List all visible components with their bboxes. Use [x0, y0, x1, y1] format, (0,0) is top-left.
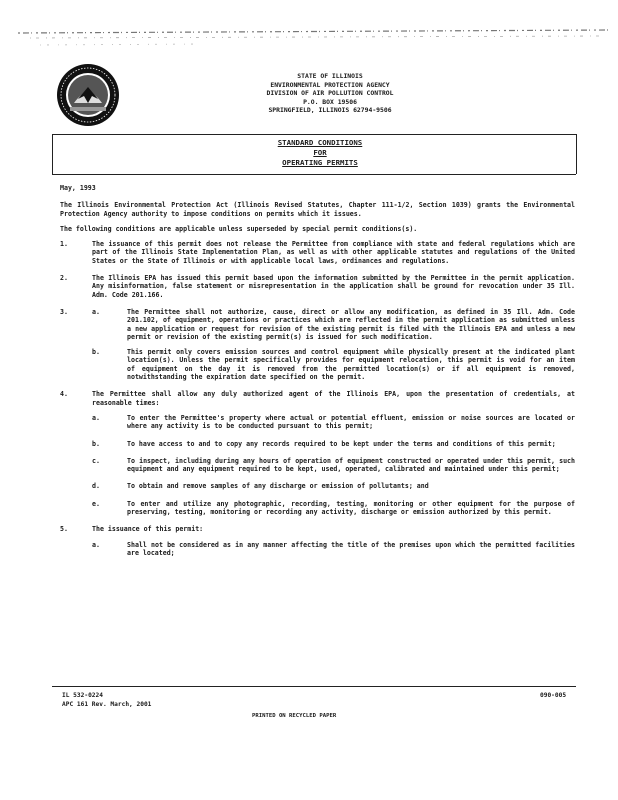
condition-text: To have access to and to copy any records required to be kept under the terms and conditions of this permit;	[127, 439, 556, 448]
title-line-2: FOR	[313, 148, 327, 157]
recycled-paper-note: PRINTED ON RECYCLED PAPER	[252, 713, 337, 719]
condition-number: 5.	[60, 525, 68, 534]
condition-number: 4.	[60, 390, 68, 399]
title-divider	[52, 174, 576, 175]
condition-text: The issuance of this permit does not release the Permittee from compliance with state and federal regulations which are part of the Illinois State Implementation Plan, as well as with other applicable statutes and regulations of the United States or the State of Illinois or with applicable local laws, ordinances and regulations.	[92, 240, 575, 265]
condition-letter: d.	[92, 482, 100, 491]
condition-letter: c.	[92, 456, 100, 465]
title-line-3: OPERATING PERMITS	[282, 158, 358, 167]
condition-4	[60, 390, 575, 407]
agency-header	[225, 72, 435, 115]
condition-text: The Permittee shall allow any duly authorized agent of the Illinois EPA, upon the presentation of credentials, at reasonable times:	[92, 390, 575, 407]
condition-5a	[60, 541, 575, 558]
condition-letter: a.	[92, 540, 100, 549]
condition-number: 3.	[60, 307, 68, 316]
condition-letter: b.	[92, 439, 100, 448]
condition-2	[60, 274, 575, 299]
agency-division: DIVISION OF AIR POLLUTION CONTROL	[266, 89, 394, 98]
condition-letter: e.	[92, 499, 100, 508]
condition-5	[60, 525, 575, 533]
condition-text: The Permittee shall not authorize, cause, direct or allow any modification, as defined in 35 Ill. Adm. Code 201.102, of equipment, operations or practices which are reflected in the permit application as submitted unless a new application or request for revision of the existing permit is filed with the Illinois EPA and unless a new permit or revision of the existing permit(s) is issued for such modification.	[127, 307, 575, 341]
condition-text: The Illinois EPA has issued this permit based upon the information submitted by the Permittee in the permit application. Any misinformation, false statement or misrepresentation in the application shall be ground for revocation under 35 Ill. Adm. Code 201.166.	[92, 274, 575, 299]
intro-paragraph-1: The Illinois Environmental Protection Act (Illinois Revised Statutes, Chapter 111-1/2, Section 1039) grants the Environmental Protection Agency authority to impose conditions on permits which it issues.	[60, 201, 575, 218]
footer-form-info	[62, 691, 151, 709]
document-body	[60, 184, 575, 566]
condition-text: To obtain and remove samples of any discharge or emission of pollutants; and	[127, 482, 429, 491]
agency-city: SPRINGFIELD, ILLINOIS 62794-9506	[268, 106, 392, 115]
condition-4d	[60, 482, 575, 490]
intro-paragraph-2: The following conditions are applicable unless superseded by special permit conditions(s).	[60, 224, 418, 233]
agency-state: STATE OF ILLINOIS	[297, 72, 363, 80]
condition-letter: a.	[92, 413, 100, 422]
condition-4e	[60, 500, 575, 517]
title-box-left	[52, 134, 53, 174]
condition-text: This permit only covers emission sources and control equipment while physically present at the indicated plant location(s). Unless the permit specifically provides for equipment relocation, this permit is void for an item of equipment on the day it is removed from the permitted location(s) or if all equipment is removed, notwithstanding the expiration date specified on the permit.	[127, 348, 575, 382]
condition-number: 1.	[60, 240, 68, 249]
condition-3	[60, 308, 575, 341]
condition-4c	[60, 457, 575, 474]
agency-po-box: P.O. BOX 19506	[303, 97, 357, 106]
illinois-state-seal	[56, 63, 120, 127]
condition-text: To enter the Permittee's property where actual or potential effluent, emission or noise sources are located or where any activity is to be conducted pursuant to this permit;	[127, 413, 575, 431]
agency-name: ENVIRONMENTAL PROTECTION AGENCY	[270, 80, 390, 89]
document-date: May, 1993	[60, 184, 96, 192]
condition-text: To inspect, including during any hours of operation of equipment constructed or operated under this permit, such equipment and any equipment required to be kept, used, operated, calibrated and maintained under this permit;	[127, 456, 575, 474]
title-box-right	[576, 134, 577, 174]
form-revision: APC 161 Rev. March, 2001	[62, 701, 152, 708]
header-divider	[52, 134, 576, 135]
condition-4a	[60, 414, 575, 431]
condition-letter: a.	[92, 307, 100, 316]
condition-number: 2.	[60, 274, 68, 283]
condition-text: To enter and utilize any photographic, recording, testing, monitoring or other equipment for the purpose of preserving, testing, monitoring or recording any activity, discharge or emission authorized by this permit.	[127, 499, 575, 517]
page-code: 090-005	[540, 692, 567, 699]
document-title	[200, 138, 440, 168]
scan-noise	[0, 0, 618, 60]
footer-divider	[52, 686, 576, 687]
condition-4b	[60, 440, 575, 448]
condition-text: Shall not be considered as in any manner affecting the title of the premises upon which the permitted facilities are located;	[127, 540, 575, 557]
condition-text: The issuance of this permit:	[92, 525, 204, 534]
form-number: IL 532-0224	[62, 692, 103, 699]
condition-1	[60, 240, 575, 265]
title-line-1: STANDARD CONDITIONS	[277, 138, 363, 147]
condition-letter: b.	[92, 348, 100, 357]
condition-3b	[60, 348, 575, 381]
